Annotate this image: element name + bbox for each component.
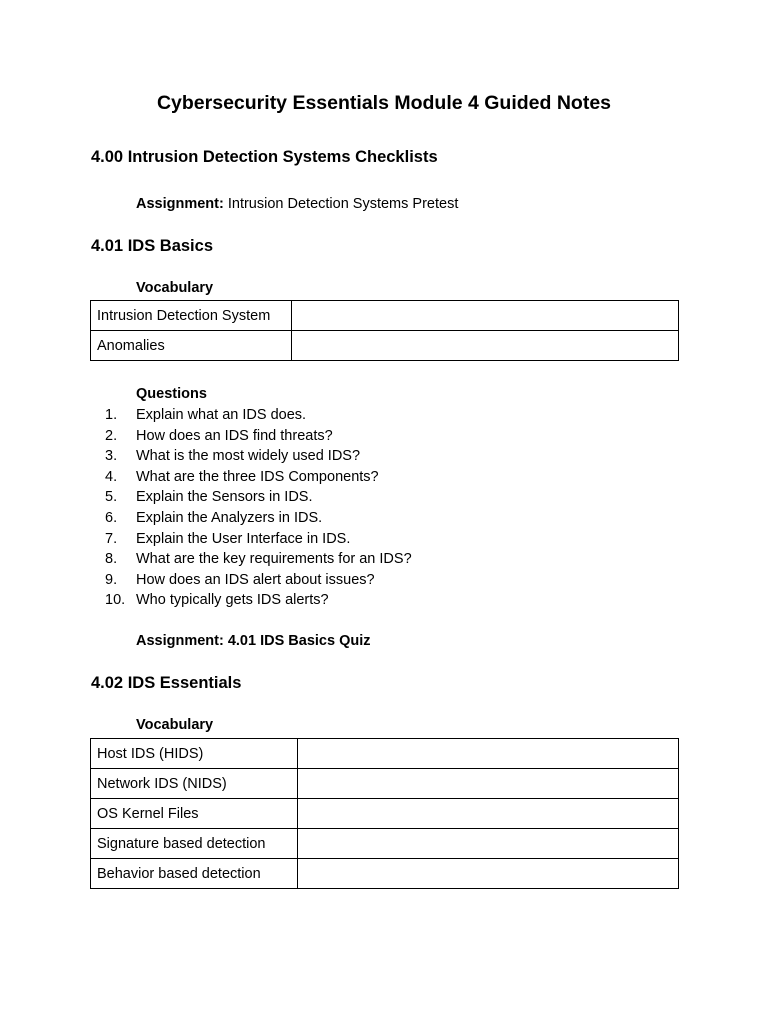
question-text: Explain what an IDS does. bbox=[136, 407, 307, 423]
vocab-term: Signature based detection bbox=[91, 829, 298, 859]
pretest-assignment-line bbox=[136, 196, 458, 212]
question-text: Explain the Sensors in IDS. bbox=[136, 489, 313, 506]
question-text: What is the most widely used IDS? bbox=[136, 448, 361, 465]
vocab-term: Anomalies bbox=[91, 331, 292, 361]
vocab-definition-field[interactable] bbox=[298, 769, 679, 799]
question-number: 5. bbox=[105, 489, 118, 506]
assignment-value: Intrusion Detection Systems Pretest bbox=[223, 196, 459, 212]
table-row bbox=[91, 829, 679, 859]
question-text: What are the key requirements for an IDS? bbox=[136, 551, 412, 568]
table-row bbox=[91, 769, 679, 799]
list-item bbox=[105, 487, 412, 508]
question-number: 6. bbox=[105, 509, 118, 526]
question-text: How does an IDS alert about issues? bbox=[136, 571, 375, 588]
list-item bbox=[105, 570, 412, 591]
section-heading-4-02: 4.02 IDS Essentials bbox=[91, 674, 242, 692]
section-heading-4-00: 4.00 Intrusion Detection Systems Checklists bbox=[91, 148, 438, 166]
vocab-definition-field[interactable] bbox=[298, 739, 679, 769]
vocab-term: Intrusion Detection System bbox=[91, 301, 292, 331]
question-number: 4. bbox=[105, 468, 118, 485]
document-title: Cybersecurity Essentials Module 4 Guided Notes bbox=[156, 92, 612, 114]
table-row bbox=[91, 739, 679, 769]
assignment-label: Assignment: bbox=[136, 196, 224, 212]
question-number: 9. bbox=[105, 571, 118, 588]
questions-label: Questions bbox=[136, 386, 207, 402]
vocab-definition-field[interactable] bbox=[292, 301, 679, 331]
question-text: What are the three IDS Components? bbox=[136, 468, 379, 485]
list-item bbox=[105, 467, 412, 488]
vocabulary-label-4-01: Vocabulary bbox=[136, 280, 214, 296]
question-number: 1. bbox=[105, 407, 118, 423]
list-item bbox=[105, 508, 412, 529]
question-number: 8. bbox=[105, 551, 118, 568]
vocabulary-table-4-01 bbox=[90, 300, 679, 361]
vocab-definition-field[interactable] bbox=[298, 859, 679, 889]
question-text: Explain the Analyzers in IDS. bbox=[136, 509, 323, 526]
question-number: 2. bbox=[105, 427, 118, 444]
questions-list bbox=[105, 405, 412, 611]
question-text: Explain the User Interface in IDS. bbox=[136, 530, 351, 547]
table-row bbox=[91, 301, 679, 331]
vocab-definition-field[interactable] bbox=[298, 829, 679, 859]
vocab-definition-field[interactable] bbox=[298, 799, 679, 829]
table-row bbox=[91, 799, 679, 829]
list-item bbox=[105, 446, 412, 467]
list-item bbox=[105, 549, 412, 570]
list-item bbox=[105, 426, 412, 447]
list-item bbox=[105, 590, 412, 611]
list-item bbox=[105, 529, 412, 550]
list-item bbox=[105, 405, 412, 426]
vocab-term: Network IDS (NIDS) bbox=[91, 769, 298, 799]
vocab-term: Host IDS (HIDS) bbox=[91, 739, 298, 769]
question-text: Who typically gets IDS alerts? bbox=[136, 592, 329, 609]
question-text: How does an IDS find threats? bbox=[136, 427, 333, 444]
question-number: 7. bbox=[105, 530, 118, 547]
question-number: 3. bbox=[105, 448, 118, 465]
vocab-term: OS Kernel Files bbox=[91, 799, 298, 829]
table-row bbox=[91, 859, 679, 889]
section-heading-4-01: 4.01 IDS Basics bbox=[91, 237, 213, 255]
quiz-assignment-line: Assignment: 4.01 IDS Basics Quiz bbox=[136, 633, 371, 649]
vocabulary-label-4-02: Vocabulary bbox=[136, 717, 214, 733]
vocabulary-table-4-02 bbox=[90, 738, 679, 889]
table-row bbox=[91, 331, 679, 361]
vocab-term: Behavior based detection bbox=[91, 859, 298, 889]
question-number: 10. bbox=[105, 592, 126, 609]
vocab-definition-field[interactable] bbox=[292, 331, 679, 361]
